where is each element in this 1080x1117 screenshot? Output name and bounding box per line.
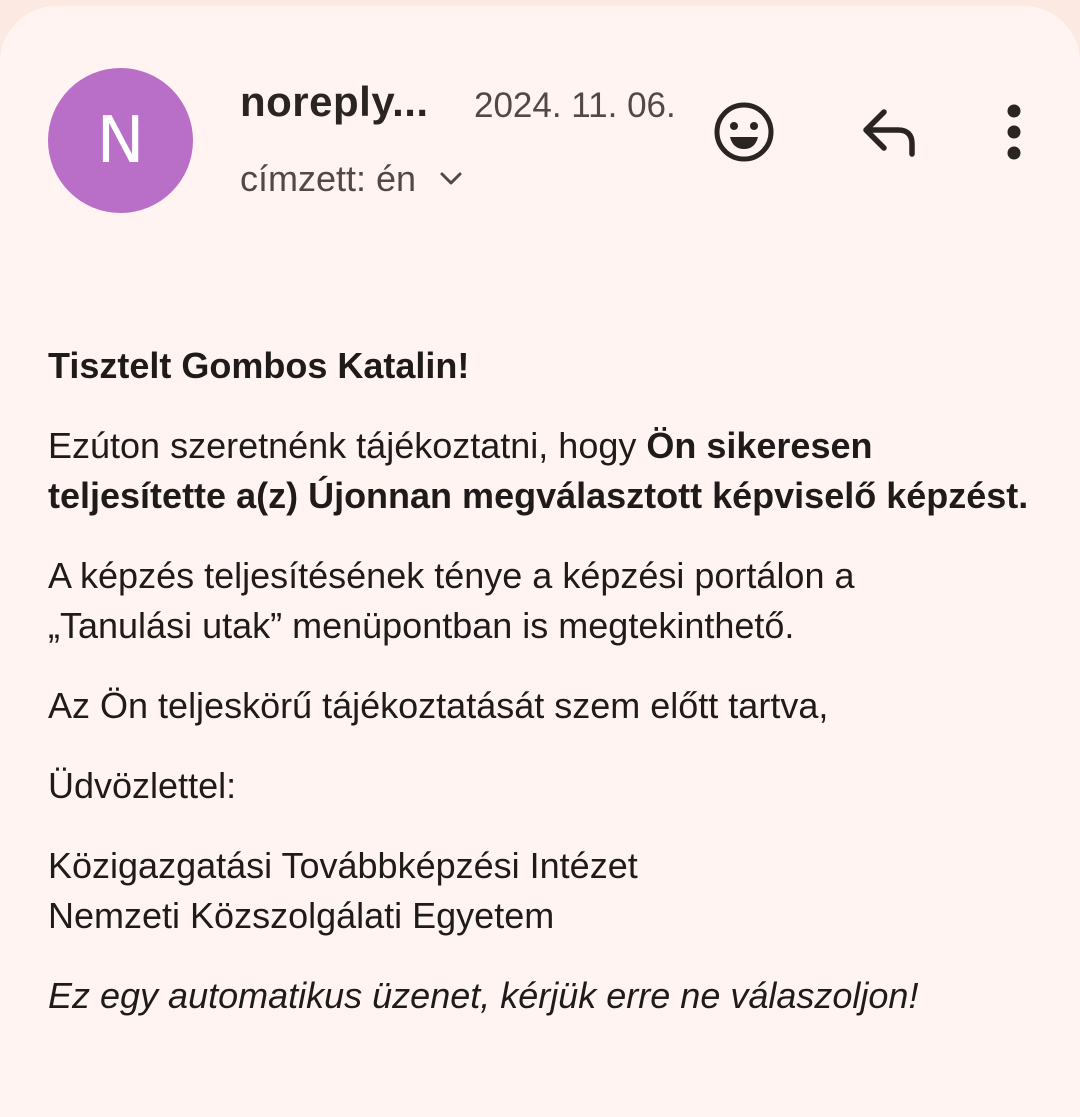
- emoji-reaction-button[interactable]: [706, 96, 782, 172]
- chevron-down-icon: [436, 164, 466, 194]
- paragraph-completion: [48, 421, 1048, 521]
- automatic-notice: Ez egy automatikus üzenet, kérjük erre ne válaszoljon!: [48, 975, 919, 1016]
- signature-line-1: Közigazgatási Továbbképzési Intézet: [48, 845, 638, 886]
- portal-line-2: „Tanulási utak” menüpontban is megtekinthető.: [48, 605, 795, 646]
- emoji-smile-icon: [711, 99, 777, 170]
- paragraph-regards: Üdvözlettel:: [48, 765, 237, 806]
- more-vert-icon: [1004, 102, 1024, 167]
- more-options-button[interactable]: [984, 98, 1044, 170]
- reply-button[interactable]: [852, 100, 928, 168]
- recipient-label: címzett: én: [240, 158, 417, 199]
- greeting: Tisztelt Gombos Katalin!: [48, 345, 470, 386]
- signature: [48, 841, 1048, 941]
- paragraph-portal: [48, 551, 1048, 651]
- email-body: [48, 341, 1048, 1021]
- paragraph-closing: Az Ön teljeskörű tájékoztatását szem előtt tartva,: [48, 685, 829, 726]
- reply-icon: [858, 104, 922, 165]
- email-date: 2024. 11. 06.: [474, 86, 676, 125]
- completion-highlight: Ön sikeresen teljesítette a(z) Újonnan megválasztott képviselő képzést.: [48, 425, 1029, 516]
- sender-name[interactable]: noreply...: [240, 78, 429, 125]
- signature-line-2: Nemzeti Közszolgálati Egyetem: [48, 895, 555, 936]
- portal-line-1: A képzés teljesítésének ténye a képzési portálon a: [48, 555, 855, 596]
- sender-avatar[interactable]: [48, 68, 193, 213]
- completion-intro: Ezúton szeretnénk tájékoztatni, hogy: [48, 425, 647, 466]
- avatar-letter: N: [96, 103, 145, 178]
- email-card: [0, 6, 1080, 1117]
- recipient-toggle[interactable]: [240, 158, 466, 200]
